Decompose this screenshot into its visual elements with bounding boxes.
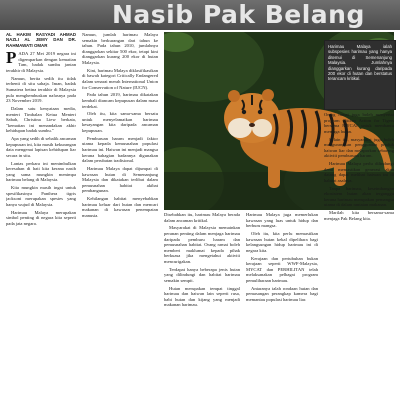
paragraph: Disebabkan itu, harimau Malaya berada dalam ancaman kritikal. [164,212,240,223]
paragraph: Oleh itu, kita sama-sama bersatu untuk menyelamatkan harimau kesayangan kita daripada ancaman kepupusan. [82,111,158,134]
paragraph: Kehilangan habitat menyebabkan harimau keluar dari hutan dan mencari makanan di kawasan penempatan manusia. [82,196,158,218]
drop-cap: P [6,48,17,68]
paragraph: Harimau Malaya juga memerlukan kawasan yang luas untuk hidup dan berburu mangsa. [246,212,318,229]
paragraph: Kerajaan dan pertubuhan bukan kerajaan seperti WWF-Malaysia, MYCAT dan PERHILITAN telah melaksanakan pelbagai program pemuliharaan harimau. [246,255,318,283]
fact-box-text: Harimau Malaya ialah subspesies harimau yang hanya ditemui di Semenanjung Malaysia. Jumlahnya dianggarkan kurang daripada 200 ekor di hutan dan berstatus terancam kritikal. [328,44,392,82]
paragraph: Lantas perkara ini menimbulkan keresahan di hati kita kerana nasib yang sama mungkin menimpa harimau belang di Malaysia. [6,160,76,183]
paragraph: Kini, harimau Malaya diklasifikasikan di bawah kategori Critically Endangered dalam senarai merah International Union for Conservation of Nature (IUCN). [82,67,158,90]
column-3 [164,212,240,398]
paragraph: Selain itu, masyarakat juga boleh mengurangkan penggunaan produk haiwan liar dan melaporkan sebarang aktiviti pemburuan haram. [324,136,394,159]
paragraph: Pemburuan haram menjadi faktor utama kepada kemusnahan populasi harimau ini. Haiwan ini menjadi mangsa kerana bahagian badannya digunakan dalam perubatan tradisional. [82,135,158,164]
paragraph: Terdapat hanya beberapa jenis hutan yang dilindungi dan habitat harimau semakin sempit. [164,266,240,283]
paragraph: ADA 27 Mei 2019 negara ini digemparkan dengan kematian Tam, badak sumbu jantan terakhir di Malaysia. [6,51,76,73]
paragraph: Kita mungkin masih ingat untuk spesifikasinya Panthera tigris jacksoni merupakan spesies yang hanya wujud di Malaysia. [6,185,76,207]
paragraph: Tanpa harimau, keseimbangan ekosistem hutan akan terganggu kerana harimau merupakan pemangsa utama di dalam rantaian makanan. [324,185,394,208]
paragraph: Harimau Malaya dapat dijumpai di kawasan hutan di Semenanjung Malaysia dan dikatakan terlibat dalam pemusnahan habitat akibat pembangunan. [82,166,158,194]
column-4 [246,212,318,398]
column-2 [82,32,158,398]
paragraph: Masyarakat di Malaysia memainkan peranan penting dalam menjaga harimau daripada pemburu haram dan pemusnahan habitat. Orang ramai boleh memberi maklumat kepada pihak berkuasa jika mengetahui aktiviti mencurigakan. [164,225,240,264]
page-title: Nasib Pak Belang [112,0,365,29]
paragraph: Apa yang sedih di sebalik ancaman kepupusan ini, kita masih kekurangan data mengenai lapisan kehidupan liar secara in situ. [6,136,76,158]
byline: AL HAKIM RASYADI AHMAD NAZLI AL JEMY DAN DR. RAHMAWATI OMAR [6,32,76,48]
column-5 [324,112,394,398]
paragraph: Namun, berita sedih itu tidak terhenti di situ sahaja. Iman, badak Sumatera betina terakhir di Malaysia pula menghembuskan nafasnya pada 23 November 2019. [6,75,76,104]
paragraph: Hutan merupakan tempat tinggal harimau dan haiwan lain seperti rusa, babi hutan dan kijang yang menjadi makanan harimau. [164,285,240,308]
title-banner [0,0,400,30]
paragraph: Pada tahun 2019, harimau dikatakan kembali diancam kepupusan dalam masa terdekat. [82,92,158,109]
fact-box [324,40,396,110]
paragraph: Harimau Malaya merupakan simbol penting di negara kita seperti pada jata negara. [6,209,76,226]
paragraph: Namun, jumlah harimau Malaya semakin berkurangan dari tahun ke tahun. Pada tahun 2010, jumlahnya dianggarkan sekitar 500 ekor, tetapi kini dianggarkan kurang 200 ekor di hutan Malaysia. [82,32,158,65]
paragraph: Antaranya ialah rondaan hutan dan pemasangan perangkap kamera bagi memantau populasi harimau liar. [246,285,318,302]
paragraph: Dalam satu kenyataan media, menteri Timbalan Ketua Menteri Sabah, Christina Liew berkata, "kematian ini menandakan akhir kehidupan badak sumbu." [6,105,76,134]
paragraph: Marilah kita bersama-sama menjaga Pak Belang kita. [324,210,394,221]
paragraph: Orang ramai juga boleh menyertai program Citizen Action for Tigers bersama MYCAT untuk membantu menjaga hutan. [324,112,394,134]
paragraph: Oleh itu, kita perlu memastikan kawasan hutan kekal dipelihara bagi kelangsungan hidup harimau ini di negara kita. [246,230,318,253]
column-1 [6,32,76,398]
paragraph: Harimau Malaya perlu dilindungi demi memastikan generasi akan datang dapat melihat haiwan ini di habitat asalnya. [324,161,394,183]
